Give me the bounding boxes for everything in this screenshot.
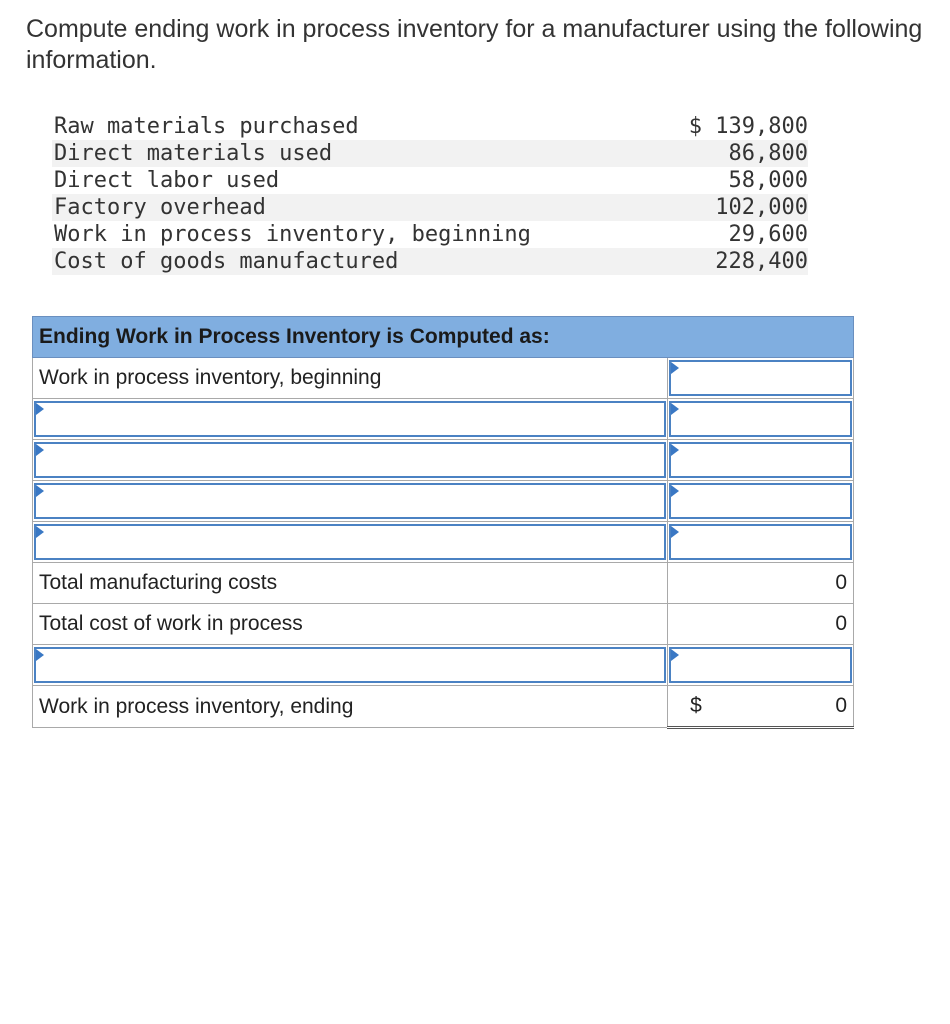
row-amount-wrap [669,483,852,519]
row-amount-wrap [669,524,852,560]
table-header: Ending Work in Process Inventory is Computed as: [33,317,854,358]
dropdown-marker-icon [671,485,679,497]
dropdown-marker-icon [671,649,679,661]
table-row [33,358,854,399]
table-row [33,481,854,522]
given-data-table [52,113,808,275]
row-label-input-1[interactable] [36,403,664,435]
row-label-select[interactable] [34,483,666,519]
question-text: Compute ending work in process inventory for a manufacturer using the following information. [26,15,923,74]
wip-ending-amount [668,686,854,728]
table-row [33,563,854,604]
row-label-select[interactable] [34,647,666,683]
row-amount-input-2[interactable] [671,444,850,476]
given-label: Factory overhead [54,195,266,220]
total-cost-wip-value: 0 [668,604,854,645]
given-value: 29,600 [728,222,808,247]
row-label-input-4[interactable] [36,526,664,558]
row-label-select[interactable] [34,401,666,437]
given-label: Work in process inventory, beginning [54,222,531,247]
dropdown-marker-icon [671,362,679,374]
row-label-select[interactable] [34,524,666,560]
table-row [33,522,854,563]
given-label: Cost of goods manufactured [54,249,399,274]
row-label-input-3[interactable] [36,485,664,517]
dropdown-marker-icon [36,403,44,415]
wip-beginning-amount-input-wrap [669,360,852,396]
given-value: 58,000 [728,168,808,193]
dropdown-marker-icon [671,526,679,538]
dropdown-marker-icon [671,444,679,456]
given-row [52,221,808,248]
wip-ending-value: 0 [835,694,847,717]
given-row [52,248,808,275]
given-row [52,167,808,194]
given-row [52,113,808,140]
row-label-input-5[interactable] [36,649,664,681]
table-row [33,686,854,728]
wip-beginning-amount-input[interactable] [671,362,850,394]
row-label-input-2[interactable] [36,444,664,476]
currency-symbol: $ [690,694,702,717]
given-value: 86,800 [728,141,808,166]
row-amount-wrap [669,401,852,437]
given-row [52,194,808,221]
table-row [33,399,854,440]
total-manufacturing-costs-label: Total manufacturing costs [33,563,668,604]
row-amount-input-1[interactable] [671,403,850,435]
wip-ending-label: Work in process inventory, ending [33,686,668,728]
given-label: Direct labor used [54,168,280,193]
given-value: 102,000 [715,195,808,220]
dropdown-marker-icon [36,649,44,661]
wip-beginning-label: Work in process inventory, beginning [33,358,668,399]
given-value: $ 139,800 [688,114,808,139]
row-label-select[interactable] [34,442,666,478]
total-cost-wip-label: Total cost of work in process [33,604,668,645]
row-amount-wrap [669,647,852,683]
given-value: 228,400 [715,249,808,274]
dropdown-marker-icon [36,526,44,538]
dropdown-marker-icon [36,444,44,456]
dropdown-marker-icon [36,485,44,497]
given-label: Direct materials used [54,141,333,166]
row-amount-input-5[interactable] [671,649,850,681]
calculation-table [32,316,854,729]
given-label: Raw materials purchased [54,114,359,139]
table-row [33,604,854,645]
total-manufacturing-costs-value: 0 [668,563,854,604]
given-row [52,140,808,167]
dropdown-marker-icon [671,403,679,415]
row-amount-input-4[interactable] [671,526,850,558]
table-row [33,645,854,686]
row-amount-input-3[interactable] [671,485,850,517]
row-amount-wrap [669,442,852,478]
table-row [33,440,854,481]
